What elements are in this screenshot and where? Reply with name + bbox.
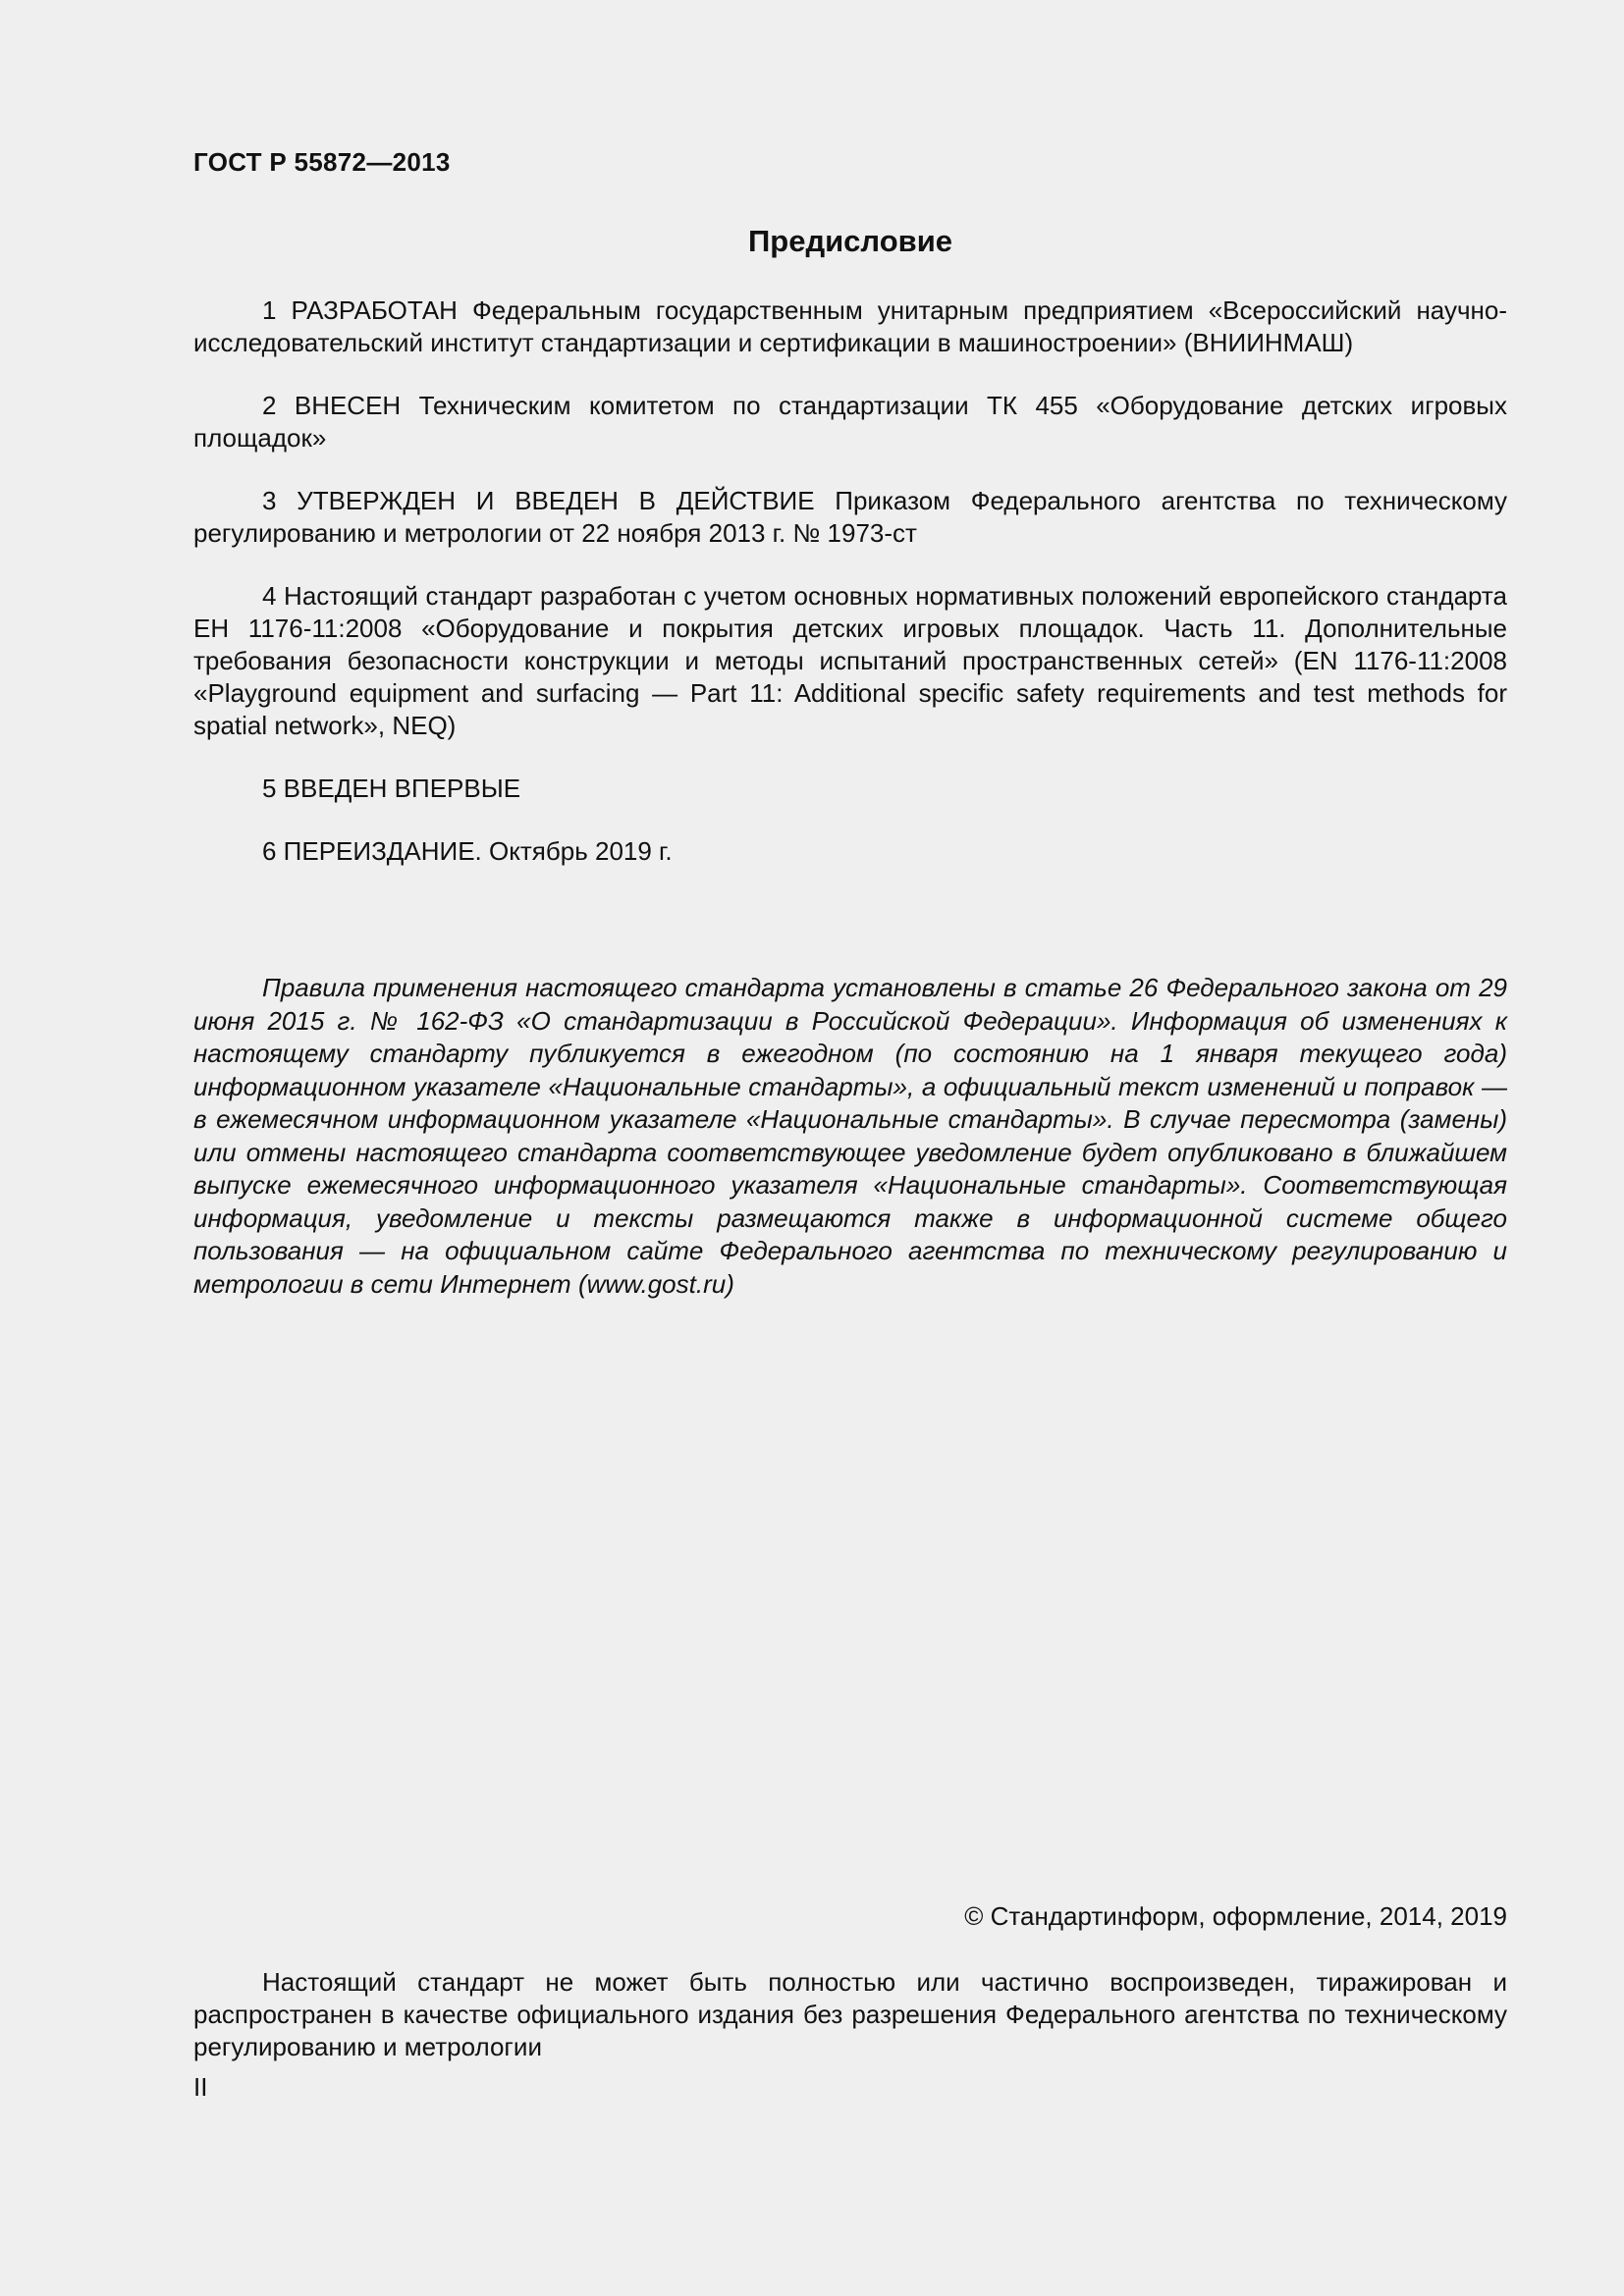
foreword-item-reissue: 6 ПЕРЕИЗДАНИЕ. Октябрь 2019 г.	[262, 836, 673, 866]
document-code: ГОСТ Р 55872—2013	[193, 147, 451, 177]
application-rules-notice: Правила применения настоящего стандарта установлены в статье 26 Федерального закона от 29 июня 2015 г. № 162-ФЗ «О стандартизации в Российской Федерации». Информация об изменениях к настоящему стандарту публикуется в ежегодном (по состоянию на 1 января текущего года) информационном указателе «Национальные стандарты», а официальный текст изменений и поправок — в ежемесячном информационном указателе «Национальные стандарты». В случае пересмотра (замены) или отмены настоящего стандарта соответствующее уведомление будет опубликовано в ближайшем выпуске ежемесячного информационного указателя «Национальные стандарты». Соответствующая информация, уведомление и тексты размещаются также в информационной системе общего пользования — на официальном сайте Федерального агентства по техническому регулированию и метрологии в сети Интернет (www.gost.ru)	[193, 973, 1507, 1299]
foreword-item-first-introduced: 5 ВВЕДЕН ВПЕРВЫЕ	[262, 774, 521, 803]
foreword-item-approved: 3 УТВЕРЖДЕН И ВВЕДЕН В ДЕЙСТВИЕ Приказом Федерального агентства по техническому регулированию и метрологии от 22 ноября 2013 г. № 1973-ст	[193, 486, 1507, 548]
foreword-item-developed: 1 РАЗРАБОТАН Федеральным государственным унитарным предприятием «Всероссийский научно-исследовательский институт стандартизации и сертификации в машиностроении» (ВНИИНМАШ)	[193, 295, 1507, 357]
page-number: II	[193, 2072, 208, 2102]
foreword-item-based-on: 4 Настоящий стандарт разработан с учетом основных нормативных положений европейского стандарта ЕН 1176-11:2008 «Оборудование и покрытия детских игровых площадок. Часть 11. Дополнительные требования безопасности конструкции и методы испытаний пространственных сетей» (EN 1176-11:2008 «Playground equipment and surfacing — Part 11: Additional specific safety requirements and test methods for spatial network», NEQ)	[193, 581, 1507, 740]
copyright-line: © Стандартинформ, оформление, 2014, 2019	[964, 1901, 1507, 1931]
page-title: Предисловие	[747, 224, 952, 258]
reproduction-restriction: Настоящий стандарт не может быть полностью или частично воспроизведен, тиражирован и распространен в качестве официального издания без разрешения Федерального агентства по техническому регулированию и метрологии	[193, 1967, 1507, 2061]
foreword-items	[193, 294, 1507, 898]
foreword-item-introduced: 2 ВНЕСЕН Техническим комитетом по стандартизации ТК 455 «Оборудование детских игровых площадок»	[193, 391, 1507, 453]
